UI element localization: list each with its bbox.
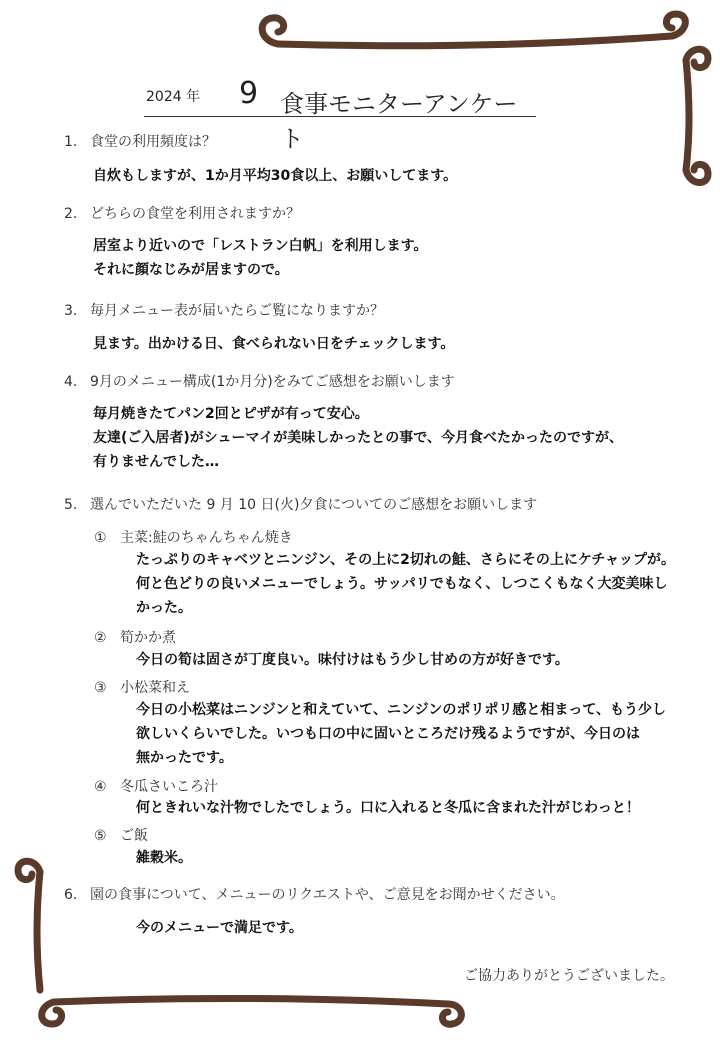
question-5	[64, 494, 537, 514]
answer-1	[93, 164, 457, 188]
answer-2	[93, 234, 427, 282]
dish-4-comment	[136, 796, 640, 820]
dish-name: 冬瓜さいころ汁	[120, 779, 218, 795]
answer-4	[93, 402, 623, 474]
frame-top-left-curl	[262, 18, 284, 44]
question-3	[64, 300, 384, 320]
comment-line: かった。	[136, 600, 192, 616]
thanks-message: ご協力ありがとうございました。	[464, 968, 674, 984]
answer-line: 毎月焼きたてパン2回とピザが有って安心。	[93, 406, 369, 422]
dish-4	[94, 776, 218, 796]
page-title: 食事モニターアンケート	[280, 90, 518, 153]
answer-line: 友達(ご入居者)がシューマイが美味しかったとの事で、今月食べたかったのですが、	[93, 430, 623, 446]
frame-left-bar	[37, 872, 40, 990]
dish-1	[94, 527, 293, 547]
answer-line: 自炊もしますが、1か月平均30食以上、お願いしてます。	[93, 168, 458, 184]
question-number: 2.	[64, 206, 78, 222]
question-1	[64, 131, 216, 151]
dish-2-comment	[136, 648, 569, 672]
dish-mark: ④	[94, 779, 107, 795]
question-text: 毎月メニュー表が届いたらご覧になりますか？	[90, 303, 384, 319]
comment-line: 今日の小松菜はニンジンと和えていて、ニンジンのポリポリ感と相まって、もう少し	[136, 702, 667, 718]
dish-name: 小松菜和え	[120, 680, 190, 696]
dish-name: 筍かか煮	[120, 630, 176, 646]
question-text: 食堂の利用頻度は？	[90, 134, 216, 150]
comment-line: 欲しいくらいでした。いつも口の中に固いところだけ残るようですが、今日のは	[136, 726, 640, 742]
comment-line: たっぷりのキャベツとニンジン、その上に2切れの鮭、さらにその上にケチャップが。	[136, 552, 675, 568]
answer-3	[93, 332, 454, 356]
question-number: 4.	[64, 374, 78, 390]
dish-mark: ⑤	[94, 828, 107, 844]
question-2	[64, 203, 300, 223]
dish-mark: ③	[94, 680, 107, 696]
dish-1-comment	[136, 548, 675, 620]
dish-5-comment	[136, 846, 192, 870]
dish-3-comment	[136, 698, 666, 770]
question-number: 1.	[64, 134, 78, 150]
comment-line: 無かったです。	[136, 750, 233, 766]
answer-line: 居室より近いので「レストラン白帆」を利用します。	[93, 238, 428, 254]
question-number: 5.	[64, 497, 78, 513]
frame-top-bar	[278, 36, 672, 46]
answer-line: 見ます。出かける日、食べられない日をチェックします。	[93, 336, 455, 352]
survey-month: 9	[239, 76, 259, 111]
dish-2	[94, 627, 176, 647]
answer-line: 有りませんでした…	[93, 454, 219, 470]
dish-5	[94, 825, 148, 845]
dish-mark: ②	[94, 630, 107, 646]
question-number: 3.	[64, 303, 78, 319]
dish-name: 主菜:鮭のちゃんちゃん焼き	[120, 530, 293, 546]
frame-bottom-bar	[54, 998, 448, 1004]
question-6	[64, 884, 565, 904]
question-number: 6.	[64, 887, 78, 903]
question-text: 選んでいただいた 9 月 10 日(火)夕食についてのご感想をお願いします	[90, 497, 538, 513]
answer-line: 今のメニューで満足です。	[136, 920, 303, 936]
survey-year: 2024 年	[146, 89, 201, 105]
answer-6	[136, 916, 303, 940]
dish-name: ご飯	[120, 828, 148, 844]
comment-line: 何ときれいな汁物でしたでしょう。口に入れると冬瓜に含まれた汁がじわっと！	[136, 800, 640, 816]
comment-line: 雑穀米。	[136, 850, 192, 866]
answer-line: それに顔なじみが居ますので。	[93, 262, 289, 278]
dish-3	[94, 677, 190, 697]
question-4	[64, 371, 455, 391]
comment-line: 何と色どりの良いメニューでしょう。サッパリでもなく、しつこくもなく大変美味し	[136, 576, 668, 592]
question-text: 9月のメニュー構成(1か月分)をみてご感想をお願いします	[90, 374, 455, 390]
question-text: どちらの食堂を利用されますか？	[90, 206, 300, 222]
frame-right-bar	[686, 60, 689, 170]
dish-mark: ①	[94, 530, 107, 546]
comment-line: 今日の筍は固さが丁度良い。味付けはもう少し甘めの方が好きです。	[136, 652, 569, 668]
question-text: 園の食事について、メニューのリクエストや、ご意見をお聞かせください。	[90, 887, 565, 903]
